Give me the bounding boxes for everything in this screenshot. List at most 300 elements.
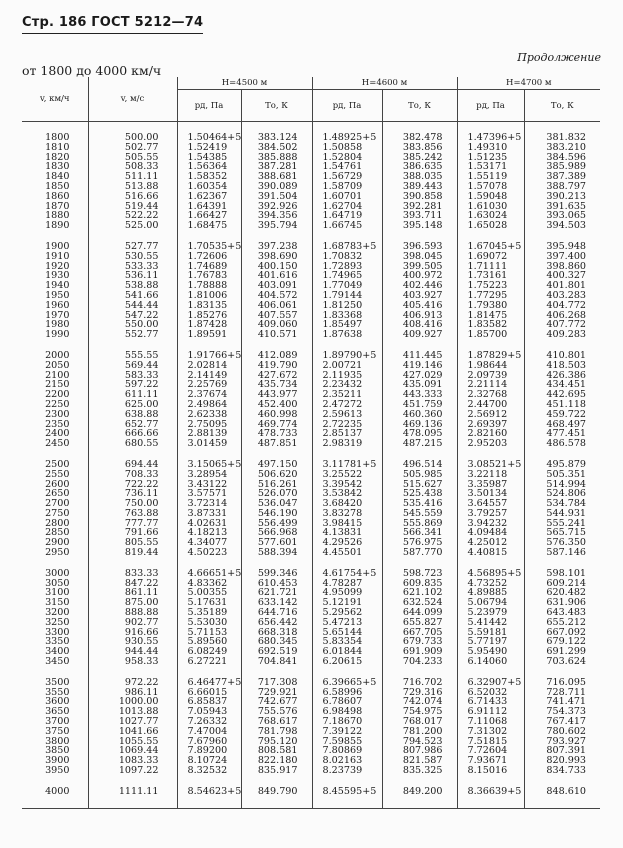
table-cell: 434.451 (546, 379, 587, 391)
table-cell: 1.77049 (312, 281, 382, 291)
table-row (22, 291, 600, 301)
table-cell: 477.451 (546, 428, 587, 440)
table-cell: 5.41442 (457, 618, 524, 628)
table-cell: 435.091 (382, 380, 457, 390)
table-cell: 781.200 (382, 727, 457, 737)
table-cell: 621.102 (382, 588, 457, 598)
table-cell: 1.59048 (457, 192, 524, 202)
table-cell: 902.77 (88, 618, 177, 628)
table-cell: 577.601 (241, 538, 312, 548)
table-row (22, 262, 600, 272)
table-cell: 400.150 (241, 262, 312, 272)
table-cell: 6.08249 (177, 647, 241, 657)
table-row (22, 489, 600, 499)
table-cell: 527.77 (88, 242, 177, 252)
table-row (22, 320, 600, 330)
table-cell: 384.502 (241, 143, 312, 153)
table-cell: 644.099 (382, 608, 457, 618)
table-cell: 516.66 (88, 192, 177, 202)
table-row (22, 548, 600, 558)
table-cell: 729.316 (382, 688, 457, 698)
table-cell: 1013.88 (88, 707, 177, 717)
table-cell: 849.790 (241, 787, 312, 797)
table-cell: 536.11 (88, 271, 177, 281)
table-cell: 387.389 (546, 171, 587, 183)
table-cell: 3950 (22, 766, 88, 776)
table-cell: 403.091 (241, 281, 312, 291)
table-cell: 6.27221 (177, 657, 241, 667)
table-cell: 390.213 (546, 190, 587, 202)
table-cell: 515.627 (382, 480, 457, 490)
table-cell: 691.909 (382, 647, 457, 657)
table-cell: 1.60354 (177, 182, 241, 192)
table-cell: 3.64557 (457, 499, 524, 509)
table-cell: 7.39122 (312, 727, 382, 737)
table-cell: 505.985 (382, 470, 457, 480)
table-row (22, 727, 600, 737)
table-cell: 6.85837 (177, 697, 241, 707)
table-cell: 722.22 (88, 480, 177, 490)
table-row (22, 528, 600, 538)
table-cell: 566.341 (382, 528, 457, 538)
table-cell: 1.76783 (177, 271, 241, 281)
table-cell: 609.214 (546, 577, 587, 589)
table-cell: 2200 (22, 390, 88, 400)
table-cell: 545.559 (382, 509, 457, 519)
table-cell: 443.977 (241, 390, 312, 400)
table-cell: 742.074 (382, 697, 457, 707)
table-cell: 6.58996 (312, 688, 382, 698)
table-cell: 2900 (22, 538, 88, 548)
table-row (22, 678, 600, 688)
table-cell: 550.00 (88, 320, 177, 330)
table-cell: 2250 (22, 400, 88, 410)
table-cell: 3.15065+5 (177, 460, 241, 470)
table-cell: 2.95203 (457, 439, 524, 449)
table-cell: 5.77197 (457, 637, 524, 647)
table-cell: 547.22 (88, 311, 177, 321)
table-cell: 7.51815 (457, 737, 524, 747)
table-cell: 1.66745 (312, 221, 382, 231)
table-cell: 555.241 (546, 517, 587, 529)
table-cell: 1.58352 (177, 172, 241, 182)
table-cell: 8.15016 (457, 766, 524, 776)
table-cell: 2000 (22, 351, 88, 361)
table-row (22, 657, 600, 667)
table-cell: 8.45595+5 (312, 787, 382, 797)
table-cell: 386.635 (382, 162, 457, 172)
table-cell: 1950 (22, 291, 88, 301)
table-cell: 5.59181 (457, 628, 524, 638)
table-cell: 729.921 (241, 688, 312, 698)
table-cell: 1.49310 (457, 143, 524, 153)
table-row (22, 608, 600, 618)
table-cell: 875.00 (88, 598, 177, 608)
table-cell: 1.53171 (457, 162, 524, 172)
table-cell: 1990 (22, 330, 88, 340)
table-cell: 460.360 (382, 410, 457, 420)
table-cell: 708.33 (88, 470, 177, 480)
table-cell: 958.33 (88, 657, 177, 667)
table-cell: 1.63024 (457, 211, 524, 221)
table-cell: 7.05943 (177, 707, 241, 717)
table-cell: 754.975 (382, 707, 457, 717)
table-cell: 4.13831 (312, 528, 382, 538)
table-cell: 5.53030 (177, 618, 241, 628)
table-cell: 2850 (22, 528, 88, 538)
table-cell: 1.64719 (312, 211, 382, 221)
table-row (22, 242, 600, 252)
table-cell: 1880 (22, 211, 88, 221)
table-cell: 638.88 (88, 410, 177, 420)
table-cell: 385.989 (546, 161, 587, 173)
table-cell: 1.81250 (312, 301, 382, 311)
table-cell: 397.238 (241, 242, 312, 252)
table-cell: 406.061 (241, 301, 312, 311)
table-row (22, 371, 600, 381)
table-cell: 1830 (22, 162, 88, 172)
table-cell: 807.391 (546, 745, 587, 757)
table-cell: 3400 (22, 647, 88, 657)
table-cell: 805.55 (88, 538, 177, 548)
table-cell: 736.11 (88, 489, 177, 499)
table-cell: 822.180 (241, 756, 312, 766)
col-alt-4700: H=4700 м (457, 77, 600, 90)
col-v-ms: v, м/с (88, 77, 177, 122)
table-cell: 656.442 (241, 618, 312, 628)
table-cell: 391.504 (241, 192, 312, 202)
table-cell: 1.85276 (177, 311, 241, 321)
table-row (22, 133, 600, 143)
table-cell: 1.89790+5 (312, 351, 382, 361)
table-cell: 808.581 (241, 746, 312, 756)
table-row (22, 429, 600, 439)
table-cell: 496.514 (382, 460, 457, 470)
table-cell: 3650 (22, 707, 88, 717)
table-cell: 1920 (22, 262, 88, 272)
table-cell: 513.88 (88, 182, 177, 192)
col-to-3: Tо, К (524, 90, 600, 122)
table-cell: 404.772 (546, 299, 587, 311)
table-cell: 1.71111 (457, 262, 524, 272)
table-cell: 8.02163 (312, 756, 382, 766)
table-cell: 849.200 (382, 787, 457, 797)
table-cell: 4000 (22, 787, 88, 797)
table-cell: 2.98319 (312, 439, 382, 449)
table-cell: 655.827 (382, 618, 457, 628)
table-cell: 1.72606 (177, 252, 241, 262)
table-row (22, 499, 600, 509)
table-cell: 7.67960 (177, 737, 241, 747)
table-cell: 652.77 (88, 420, 177, 430)
table-row (22, 192, 600, 202)
table-cell: 8.23739 (312, 766, 382, 776)
table-cell: 576.350 (546, 537, 587, 549)
table-cell: 2650 (22, 489, 88, 499)
table-cell: 655.212 (546, 616, 587, 628)
table-cell: 468.497 (546, 418, 587, 430)
table-cell: 544.44 (88, 301, 177, 311)
table-cell: 398.860 (546, 260, 587, 272)
table-cell: 1940 (22, 281, 88, 291)
table-cell: 469.136 (382, 420, 457, 430)
table-cell: 408.416 (382, 320, 457, 330)
table-cell: 644.716 (241, 608, 312, 618)
table-cell: 427.672 (241, 371, 312, 381)
table-cell: 451.759 (382, 400, 457, 410)
table-cell: 7.47004 (177, 727, 241, 737)
table-cell: 767.417 (546, 716, 587, 728)
table-cell: 609.835 (382, 579, 457, 589)
table-cell: 587.770 (382, 548, 457, 558)
table-cell: 1.81475 (457, 311, 524, 321)
table-cell: 679.733 (382, 637, 457, 647)
table-cell: 598.723 (382, 569, 457, 579)
table-cell: 3.25522 (312, 470, 382, 480)
table-cell: 487.851 (241, 439, 312, 449)
table-cell: 1.79380 (457, 301, 524, 311)
table-cell: 1.67045+5 (457, 242, 524, 252)
table-cell: 530.55 (88, 252, 177, 262)
table-cell: 3100 (22, 588, 88, 598)
table-cell: 555.55 (88, 351, 177, 361)
table-cell: 427.029 (382, 371, 457, 381)
table-row (22, 410, 600, 420)
table-cell: 3.53842 (312, 489, 382, 499)
table-cell: 5.23979 (457, 608, 524, 618)
table-cell: 1.52804 (312, 153, 382, 163)
table-cell: 625.00 (88, 400, 177, 410)
table-cell: 410.571 (241, 330, 312, 340)
table-cell: 400.327 (546, 270, 587, 282)
table-cell: 7.89200 (177, 746, 241, 756)
table-cell: 1.50858 (312, 143, 382, 153)
col-alt-4600: H=4600 м (312, 77, 457, 90)
table-cell: 833.33 (88, 569, 177, 579)
table-cell: 555.869 (382, 519, 457, 529)
table-cell: 5.83354 (312, 637, 382, 647)
table-cell: 407.557 (241, 311, 312, 321)
table-cell: 418.503 (546, 359, 587, 371)
table-cell: 1.87638 (312, 330, 382, 340)
table-cell: 3850 (22, 746, 88, 756)
table-cell: 2.35211 (312, 390, 382, 400)
table-row (22, 143, 600, 153)
table-row (22, 647, 600, 657)
table-cell: 396.593 (382, 242, 457, 252)
col-pd-3: pд, Па (457, 90, 524, 122)
table-cell: 768.617 (241, 717, 312, 727)
table-cell: 1.75223 (457, 281, 524, 291)
table-row (22, 480, 600, 490)
table-cell: 692.519 (241, 647, 312, 657)
table-cell: 4.25012 (457, 538, 524, 548)
table-cell: 4.34077 (177, 538, 241, 548)
table-cell: 1.85700 (457, 330, 524, 340)
table-cell: 1800 (22, 133, 88, 143)
table-cell: 381.832 (546, 132, 587, 143)
table-cell: 1.68783+5 (312, 242, 382, 252)
table-cell: 405.416 (382, 301, 457, 311)
table-cell: 1.87428 (177, 320, 241, 330)
table-cell: 395.794 (241, 221, 312, 231)
table-cell: 5.35189 (177, 608, 241, 618)
table-cell: 7.93671 (457, 756, 524, 766)
table-row (22, 538, 600, 548)
table-cell: 631.906 (546, 597, 587, 609)
table-cell: 8.10724 (177, 756, 241, 766)
table-cell: 704.841 (241, 657, 312, 667)
table-cell: 3.28954 (177, 470, 241, 480)
table-cell: 478.733 (241, 429, 312, 439)
table-cell: 401.801 (546, 280, 587, 292)
table-cell: 2.82160 (457, 429, 524, 439)
table-cell: 5.17631 (177, 598, 241, 608)
table-cell: 4.73252 (457, 579, 524, 589)
table-cell: 1.66427 (177, 211, 241, 221)
table-row (22, 271, 600, 281)
table-cell: 3.68420 (312, 499, 382, 509)
table-cell: 426.386 (546, 369, 587, 381)
table-cell: 1910 (22, 252, 88, 262)
table-cell: 598.101 (546, 567, 587, 579)
table-cell: 6.66015 (177, 688, 241, 698)
table-cell: 1.70832 (312, 252, 382, 262)
table-cell: 2.62338 (177, 410, 241, 420)
table-cell: 587.146 (546, 547, 587, 559)
table-cell: 1.51235 (457, 153, 524, 163)
table-cell: 4.09484 (457, 528, 524, 538)
table-cell: 522.22 (88, 211, 177, 221)
table-cell: 4.45501 (312, 548, 382, 558)
table-cell: 401.616 (241, 271, 312, 281)
table-cell: 5.29562 (312, 608, 382, 618)
table-cell: 742.677 (241, 697, 312, 707)
table-cell: 1069.44 (88, 746, 177, 756)
col-to-2: Tо, К (382, 90, 457, 122)
table-cell: 546.190 (241, 509, 312, 519)
table-cell: 834.733 (546, 765, 587, 777)
table-cell: 451.118 (546, 398, 587, 410)
table-cell: 1.89591 (177, 330, 241, 340)
table-cell: 525.438 (382, 489, 457, 499)
table-row (22, 390, 600, 400)
table-cell: 5.47213 (312, 618, 382, 628)
table-cell: 780.602 (546, 725, 587, 737)
table-cell: 4.56895+5 (457, 569, 524, 579)
table-cell: 3250 (22, 618, 88, 628)
table-cell: 2500 (22, 460, 88, 470)
table-cell: 680.55 (88, 439, 177, 449)
table-cell: 1.58709 (312, 182, 382, 192)
table-cell: 7.59855 (312, 737, 382, 747)
table-cell: 1900 (22, 242, 88, 252)
table-row (22, 618, 600, 628)
table-cell: 819.44 (88, 548, 177, 558)
table-cell: 777.77 (88, 519, 177, 529)
table-cell: 2.44700 (457, 400, 524, 410)
table-row (22, 766, 600, 776)
table-cell: 1.57078 (457, 182, 524, 192)
table-cell: 1.77295 (457, 291, 524, 301)
table-cell: 667.092 (546, 626, 587, 638)
table-cell: 1.64391 (177, 202, 241, 212)
table-cell: 3750 (22, 727, 88, 737)
table-cell: 2.32768 (457, 390, 524, 400)
table-cell: 680.345 (241, 637, 312, 647)
table-cell: 666.66 (88, 429, 177, 439)
table-cell: 3050 (22, 579, 88, 589)
table-cell: 1960 (22, 301, 88, 311)
table-row (22, 172, 600, 182)
table-row (22, 252, 600, 262)
table-cell: 1810 (22, 143, 88, 153)
table-row (22, 737, 600, 747)
table-cell: 409.283 (546, 329, 587, 341)
table-cell: 1.98644 (457, 361, 524, 371)
table-cell: 3550 (22, 688, 88, 698)
table-cell: 526.070 (241, 489, 312, 499)
table-cell: 2.47272 (312, 400, 382, 410)
table-cell: 2400 (22, 429, 88, 439)
table-row (22, 688, 600, 698)
table-cell: 2.09739 (457, 371, 524, 381)
table-cell: 611.11 (88, 390, 177, 400)
table-cell: 442.695 (546, 389, 587, 401)
table-row (22, 301, 600, 311)
table-cell: 1027.77 (88, 717, 177, 727)
table-cell: 6.01844 (312, 647, 382, 657)
table-cell: 7.80869 (312, 746, 382, 756)
table-cell: 407.772 (546, 319, 587, 331)
table-cell: 1.62704 (312, 202, 382, 212)
table-cell: 566.968 (241, 528, 312, 538)
table-row (22, 380, 600, 390)
table-cell: 435.734 (241, 380, 312, 390)
table-body (22, 122, 600, 809)
table-cell: 1.83582 (457, 320, 524, 330)
table-cell: 621.721 (241, 588, 312, 598)
table-cell: 3600 (22, 697, 88, 707)
table-cell: 7.72604 (457, 746, 524, 756)
table-cell: 403.283 (546, 289, 587, 301)
table-row (22, 787, 600, 797)
table-cell: 6.46477+5 (177, 678, 241, 688)
table-cell: 8.32532 (177, 766, 241, 776)
table-row (22, 153, 600, 163)
table-cell: 1.55119 (457, 172, 524, 182)
table-cell: 524.806 (546, 488, 587, 500)
table-cell: 6.78607 (312, 697, 382, 707)
table-row (22, 311, 600, 321)
table-row (22, 707, 600, 717)
table-cell: 1.62367 (177, 192, 241, 202)
table-cell: 2.49864 (177, 400, 241, 410)
table-cell: 1.78888 (177, 281, 241, 291)
table-cell: 6.20615 (312, 657, 382, 667)
table-cell: 820.993 (546, 755, 587, 767)
table-row (22, 330, 600, 340)
table-cell: 599.346 (241, 569, 312, 579)
table-cell: 389.443 (382, 182, 457, 192)
table-cell: 6.39665+5 (312, 678, 382, 688)
table-cell: 793.927 (546, 735, 587, 747)
table-cell: 541.66 (88, 291, 177, 301)
table-cell: 3.22118 (457, 470, 524, 480)
table-cell: 728.711 (546, 686, 587, 698)
table-cell: 2300 (22, 410, 88, 420)
table-cell: 4.66651+5 (177, 569, 241, 579)
